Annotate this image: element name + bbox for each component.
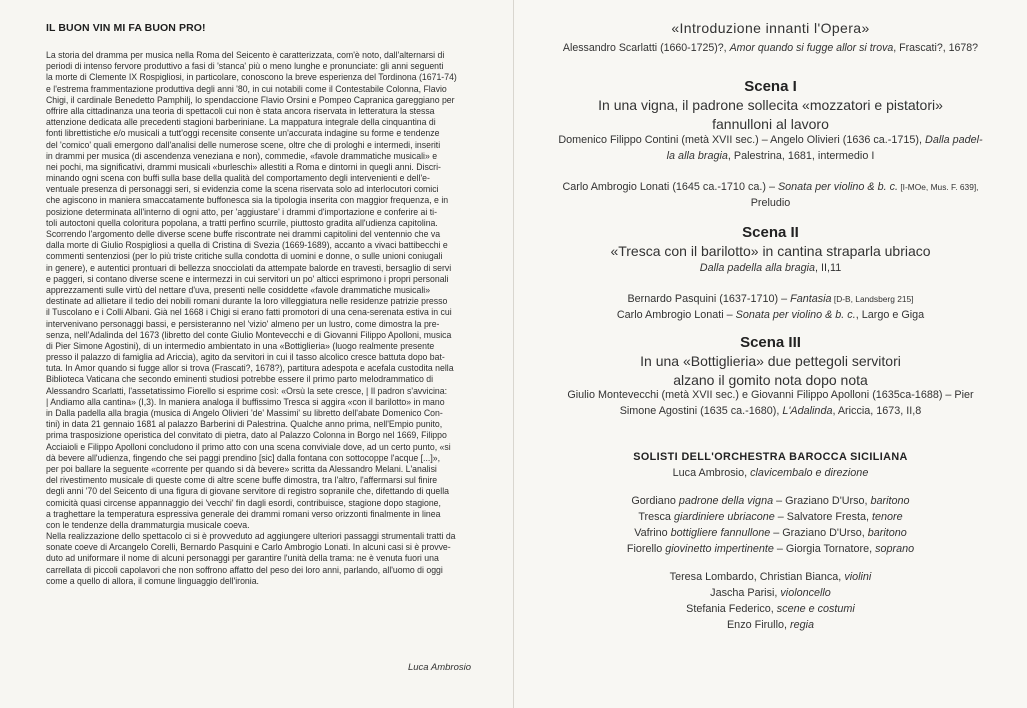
scena1-title-line1: In una vigna, il padrone sollecita «mozzatori e pistatori» <box>598 97 943 113</box>
scena2-piece1-composer: Bernardo Pasquini (1637-1710) – <box>627 293 791 305</box>
essay-signature: Luca Ambrosio <box>407 662 471 673</box>
scena3-credit-details: , Ariccia, 1673, II,8 <box>832 405 922 417</box>
cast-singer: – Graziano D'Urso, <box>773 495 871 507</box>
left-page <box>0 0 513 708</box>
scena2-title: «Tresca con il barilotto» in cantina straparla ubriaco <box>610 243 931 259</box>
scena2-piece1-source: [D-B, Landsberg 215] <box>831 294 914 304</box>
director-name: Luca Ambrosio, <box>672 467 751 479</box>
cast-row <box>514 494 1027 510</box>
cast-character-role: padrone della vigna <box>678 495 774 507</box>
intro-credit-place: , Frascati?, 1678? <box>893 42 979 54</box>
cast-row <box>514 542 1027 558</box>
scena3-heading: Scena III <box>740 334 801 351</box>
cast-row <box>514 526 1027 542</box>
intro-credit-author: Alessandro Scarlatti (1660-1725)?, <box>562 42 730 54</box>
staff-role: violini <box>844 571 872 583</box>
scena1-credit-authors: Domenico Filippo Contini (metà XVII sec.) – Angelo Olivieri (1636 ca.-1715), <box>558 134 926 146</box>
scena2-source-work: Dalla padella alla bragia <box>699 262 816 274</box>
scena1-credit-details: , Palestrina, 1681, intermedio I <box>727 150 875 162</box>
cast-character-role: bottigliere fannullone <box>670 527 771 539</box>
director-line <box>514 466 1027 482</box>
staff-name: Jascha Parisi, <box>710 587 781 599</box>
scena3-credit-line2 <box>514 404 1027 420</box>
scena2-source-ref: , II,11 <box>815 262 842 274</box>
staff-name: Stefania Federico, <box>686 603 777 615</box>
director-role: clavicembalo e direzione <box>750 467 869 479</box>
cast-character: Tresca <box>638 511 674 523</box>
cast-character-role: giovinetto impertinente <box>665 543 774 555</box>
scena2-piece2-movements: , Largo e Giga <box>855 309 925 321</box>
scena2-heading: Scena II <box>742 224 799 241</box>
scena3-credit-composer: Simone Agostini (1635 ca.-1680), <box>619 405 783 417</box>
staff-row <box>514 618 1027 634</box>
right-page <box>514 0 1027 708</box>
scena2-source <box>514 261 1027 277</box>
scena2-piece1 <box>514 292 1027 308</box>
intro-title: «Introduzione innanti l'Opera» <box>671 20 870 36</box>
scena2-piece2-composer: Carlo Ambrogio Lonati – <box>616 309 736 321</box>
soloists-heading: SOLISTI DELL'ORCHESTRA BAROCCA SICILIANA <box>633 451 908 463</box>
scena2-piece2 <box>514 308 1027 324</box>
cast-character-role: giardiniere ubriacone <box>673 511 775 523</box>
cast-singer: – Salvatore Fresta, <box>774 511 873 523</box>
scena1-piece-line2: Preludio <box>750 197 791 209</box>
scena1-credit-line1 <box>514 133 1027 149</box>
essay-title: IL BUON VIN MI FA BUON PRO! <box>46 22 206 34</box>
scena2-piece2-title: Sonata per violino & b. c. <box>735 309 856 321</box>
cast-voice: baritono <box>870 495 910 507</box>
cast-row <box>514 510 1027 526</box>
intro-credit <box>514 42 1027 54</box>
scena1-piece-title: Sonata per violino & b. c. <box>777 181 898 193</box>
cast-character: Fiorello <box>626 543 666 555</box>
scena3-credit-line1: Giulio Montevecchi (metà XVII sec.) e Giovanni Filippo Apolloni (1635ca-1688) – Pier <box>567 389 974 401</box>
cast-character: Vafrino <box>634 527 671 539</box>
scena1-piece-composer: Carlo Ambrogio Lonati (1645 ca.-1710 ca.) – <box>562 181 778 193</box>
staff-role: regia <box>790 619 815 631</box>
scena1-piece-source: [I-MOe, Mus. F. 639], <box>898 182 979 192</box>
cast-singer: – Graziano D'Urso, <box>770 527 868 539</box>
scena1-credit-line2 <box>514 149 1027 165</box>
cast-character: Gordiano <box>631 495 679 507</box>
scena3-title-line2: alzano il gomito nota dopo nota <box>673 372 868 388</box>
scena1-credit-work-a: Dalla padel- <box>925 134 983 146</box>
staff-row <box>514 570 1027 586</box>
staff-role: scene e costumi <box>776 603 855 615</box>
staff-row <box>514 602 1027 618</box>
staff-name: Enzo Firullo, <box>726 619 790 631</box>
scena2-piece1-title: Fantasia <box>790 293 832 305</box>
scena1-title-line2: fannulloni al lavoro <box>712 116 829 132</box>
scena1-piece-line1 <box>514 180 1027 196</box>
scena3-credit-work: L'Adalinda <box>782 405 833 417</box>
staff-role: violoncello <box>780 587 831 599</box>
cast-singer: – Giorgia Tornatore, <box>773 543 876 555</box>
intro-credit-work: Amor quando si fugge allor si trova <box>729 42 894 54</box>
cast-voice: baritono <box>867 527 907 539</box>
scena1-credit-work-b: la alla bragia <box>666 150 728 162</box>
scena3-title-line1: In una «Bottiglieria» due pettegoli servitori <box>640 353 901 369</box>
staff-name: Teresa Lombardo, Christian Bianca, <box>669 571 845 583</box>
staff-row <box>514 586 1027 602</box>
cast-voice: soprano <box>875 543 915 555</box>
essay-body: La storia del dramma per musica nella Roma del Seicento è caratterizzata, com'è noto, dall'alternarsi di periodi di intenso fervore produttivo a fasi di 'stanca' più o meno lunghe e pronunciate: gli anni seguenti la morte di Clemente IX Rospigliosi, in particolare, conoscono la breve esperienza del Tordinona (1671-74) e l'estrema frammentazione produttiva degli anni '80, in cui notabili come il Contestabile Colonna, Flavio Chigi, il cardinale Benedetto Pamphilj, lo spendaccione Flavio Orsini e Pompeo Capranica gareggiano per offrire alla cittadinanza una teoria di spettacoli cui non è stata ancora riservata in letteratura la stessa attenzione dedicata alle precedenti stagioni barberiniane. La mappatura integrale della cinquantina di fonti librettistiche e/o musicali a tutt'oggi recensite consente un'accurata indagine su forme e tendenze del 'comico' quali emergono dall'analisi delle numerose scene, oltre che di prologhi e intermedi, inseriti in drammi per musica (di ascendenza veneziana e non), commedie, «favole drammatiche musicali» e nei pochi, ma significativi, drammi musicali «burleschi» allestiti a Roma e dintorni in quegli anni. Discri- minando ogni scena con buffi sulla base della qualità del comportamento degli intervenienti e dell'e- ventuale presenza di personaggi seri, si evidenzia come la scena riservata solo ad interlocutori comici che agiscono in maniera smaccatamente buffonesca sia la tipologia inserita con maggior frequenza, e in posizione determinata all'interno di ogni atto, per 'aggiustare' i drammi d'importazione e conferire ai ti- toli autoctoni quella coloritura popolana, a tratti perfino scurrile, piuttosto gradita all'udienza capitolina. Scorrendo l'argomento delle diverse scene buffe riscontrate nei drammi capitolini del ventennio che va dalla morte di Giulio Rospigliosi a quella di Cristina di Svezia (1669-1689), accanto a vivaci battibecchi e commenti sentenziosi (per lo più triste critiche sulla condotta di uomini e donne, o sulle unioni coniugali in genere), e autentici prontuari di bellezza snocciolati da attempate balorde en travesti, bersaglio di servi e paggeri, si contano diverse scene e intermezzi in cui servitori un po' alticci esprimono i propri personali apprezzamenti sulle virtù del nettare d'uva, presenti nelle cosiddette «favole drammatiche musicali» destinate ad allietare il tedio dei nobili romani durante la loro villeggiatura nelle residenze patrizie presso il Tuscolano e i Colli Albani. Già nel 1668 i Chigi si erano fatti promotori di una cena-serenata estiva in cui intervenivano personaggi bassi, e persisteranno nel 'vizio' almeno per un lustro, come dimostra la pre- senza, nell'Adalinda del 1673 (libretto del conte Giulio Montevecchi e di Giovanni Filippo Apolloni, musica di Pier Simone Agostini), di un intermedio ambientato in una «Bottiglieria» (luogo realmente presente presso il palazzo di famiglia ad Ariccia), agito da servitori in cui il tasso alcolico cresce battuta dopo bat- tuta. In Amor quando si fugge allor si trova (Frascati?, 1678?), partitura adespota e acefala custodita nella Biblioteca Vaticana che secondo eminenti studiosi potrebbe essere il primo parto melodrammatico di Alessandro Scarlatti, l'assetatissimo Fiorello si esprime così: «Orsù la sete cresce, | Il padron s'avvicina: | Andiamo alla cantina» (I,3). In maniera analoga il buffissimo Tresca si aggira «con il barilotto» in mano in Dalla padella alla bragia (musica di Angelo Olivieri 'de' Massimi' su libretto dell'abate Domenico Con- tini) in data 21 gennaio 1681 al palazzo Barberini di Palestrina. Qualche anno prima, nell'Empio punito, prima trasposizione operistica del convitato di pietra, dato al Palazzo Colonna in Borgo nel 1669, Filippo Acciaioli e Filippo Apolloni concludono il primo atto con una scena conviviale dove, ad un certo punto, «si dà bevere all'udienza, fingendo che sei paggi prendino [sic] dalla fontana con sottocoppe l'acque [...]», per poi ballare la seguente «corrente per quando si dà bevere» scritta da Alessandro Melani. L'analisi del rivestimento musicale di queste come di altre scene buffe dimostra, tra l'altro, l'affermarsi sul finire degli anni '70 del Seicento di una figura di giovane servitore di registro sopranile che, difettando di quella comicità quasi circense appannaggio dei 'vecchi' fin dagli esordi, contribuisce, stagione dopo stagione, a traghettare la temperatura espressiva generale dei drammi romani verso orizzonti finalmente in linea con le tendenze della drammaturgia musicale coeva. Nella realizzazione dello spettacolo ci si è provveduto ad aggiungere ulteriori passaggi strumentali tratti da sonate coeve di Arcangelo Corelli, Bernardo Pasquini e Carlo Ambrogio Lonati. In alcuni casi si è provve- duto ad uniformare il nome di alcuni personaggi per garantire l'unità della trama: ne è venuta fuori una carrellata di piccoli capolavori che non soffrono affatto del peso dei loro anni, parlando, all'uomo di oggi come a quello di allora, il comune linguaggio dell'ironia. <box>46 50 457 586</box>
cast-voice: tenore <box>872 511 903 523</box>
scena1-heading: Scena I <box>744 78 797 95</box>
